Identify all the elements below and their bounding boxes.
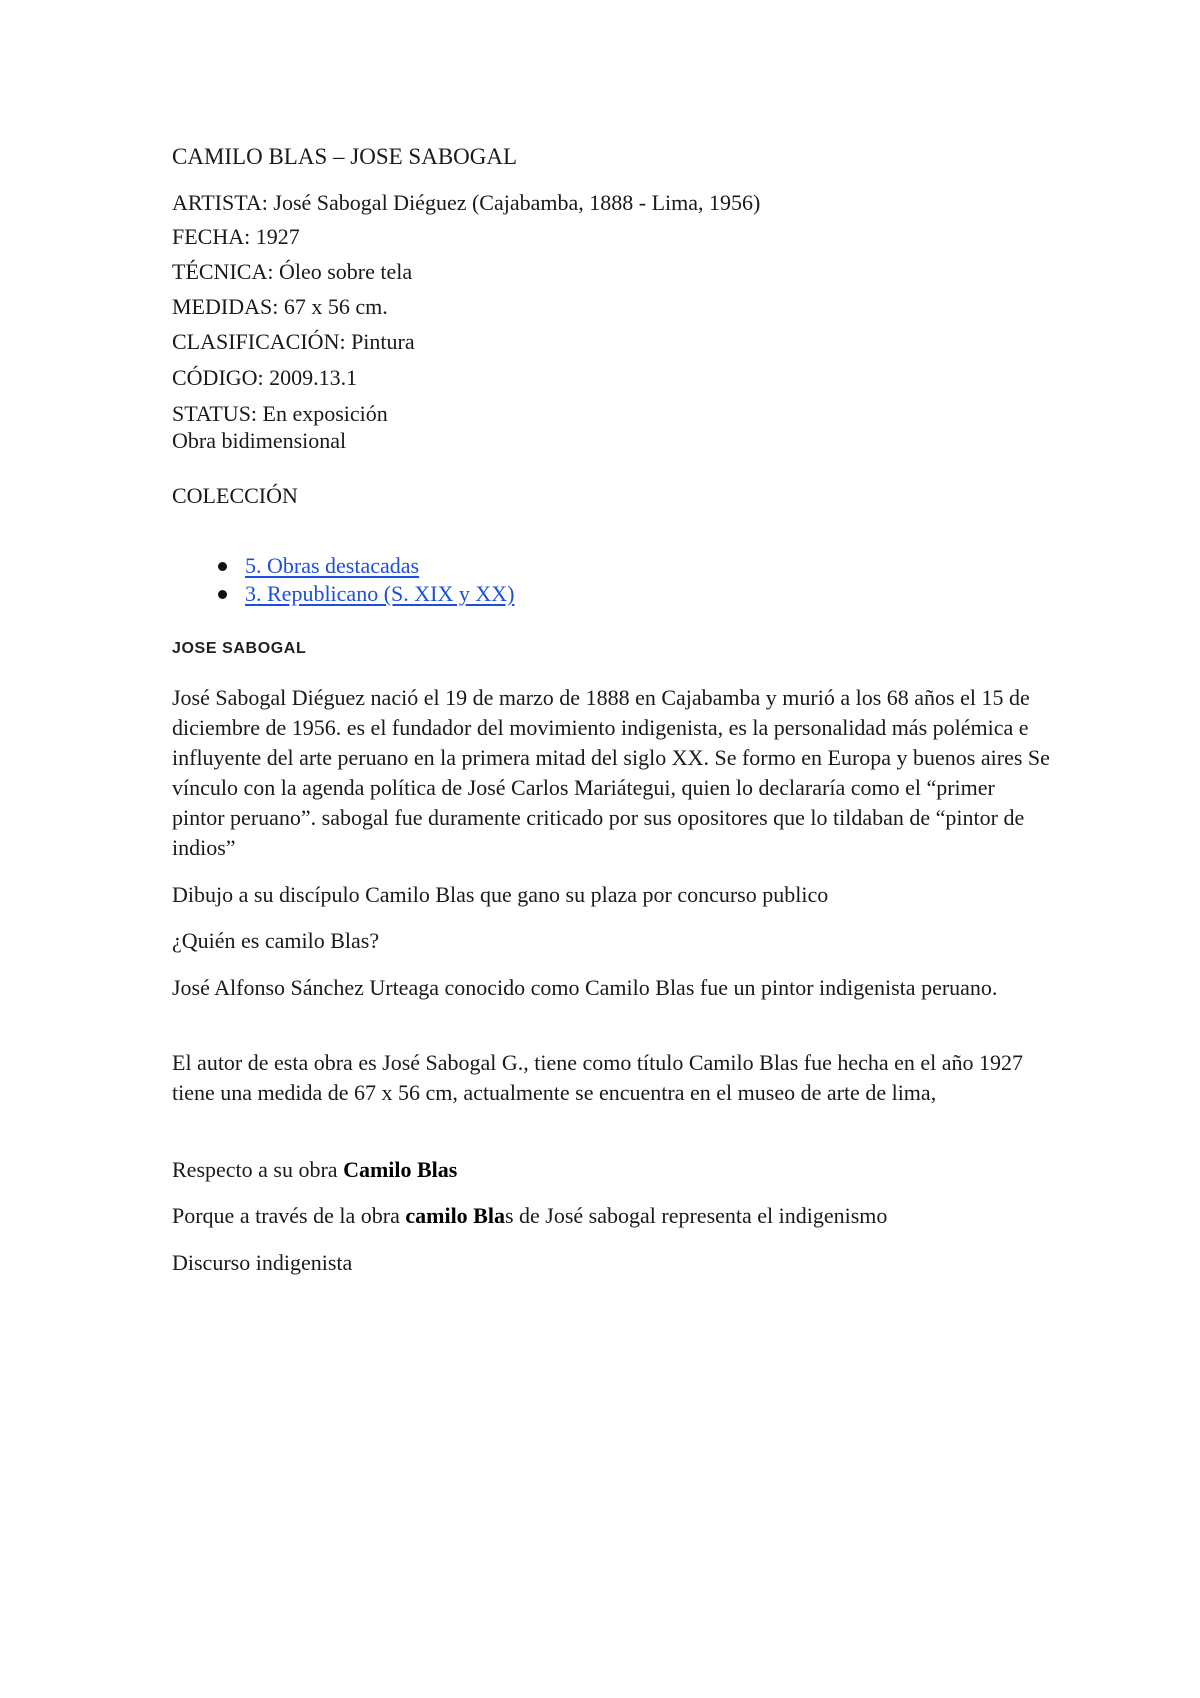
meta-fecha: FECHA: 1927 xyxy=(172,224,300,249)
bullet-icon xyxy=(218,562,227,571)
meta-tecnica: TÉCNICA: Óleo sobre tela xyxy=(172,259,413,284)
porque-suffix: s de José sabogal representa el indigenismo xyxy=(504,1203,888,1228)
paragraph-autor: El autor de esta obra es José Sabogal G., tiene como título Camilo Blas fue hecha en el año 1927 tiene una medida de 67 x 56 cm, actualmente se encuentra en el museo de arte de lima, xyxy=(172,1050,1024,1105)
bullet-icon xyxy=(218,590,227,599)
list-item xyxy=(172,552,514,580)
paragraph-question: ¿Quién es camilo Blas? xyxy=(172,928,380,953)
meta-obra-bidimensional: Obra bidimensional xyxy=(172,428,347,453)
respecto-text: Respecto a su obra xyxy=(172,1157,344,1182)
collection-list xyxy=(172,552,514,608)
paragraph-biography: José Sabogal Diéguez nació el 19 de marzo de 1888 en Cajabamba y murió a los 68 años el 15 de diciembre de 1956. es el fundador del movimiento indigenista, es la personalidad más polémica e influyente del arte peruano en la primera mitad del siglo XX. Se formo en Europa y buenos aires Se vínculo con la agenda política de José Carlos Mariátegui, quien lo declararía como el “primer pintor peruano”. sabogal fue duramente criticado por sus opositores que lo tildaban de “pintor de indios” xyxy=(172,685,1050,860)
meta-artista: ARTISTA: José Sabogal Diéguez (Cajabamba, 1888 - Lima, 1956) xyxy=(172,190,761,215)
paragraph-camilo-blas: José Alfonso Sánchez Urteaga conocido como Camilo Blas fue un pintor indigenista peruano. xyxy=(172,975,998,1000)
paragraph-dibujo: Dibujo a su discípulo Camilo Blas que gano su plaza por concurso publico xyxy=(172,882,829,907)
section-heading: JOSE SABOGAL xyxy=(172,640,307,657)
paragraph-porque xyxy=(172,1201,1052,1231)
meta-clasificacion: CLASIFICACIÓN: Pintura xyxy=(172,329,415,354)
meta-medidas: MEDIDAS: 67 x 56 cm. xyxy=(172,294,388,319)
link-obras-destacadas[interactable]: 5. Obras destacadas xyxy=(245,553,420,578)
meta-codigo: CÓDIGO: 2009.13.1 xyxy=(172,365,358,390)
paragraph-respecto xyxy=(172,1155,1052,1185)
porque-bold: camilo Bla xyxy=(405,1203,505,1228)
list-item xyxy=(172,580,514,608)
link-republicano[interactable]: 3. Republicano (S. XIX y XX) xyxy=(245,581,515,606)
paragraph-discurso: Discurso indigenista xyxy=(172,1250,353,1275)
porque-text: Porque a través de la obra xyxy=(172,1203,406,1228)
meta-status: STATUS: En exposición xyxy=(172,401,388,426)
collection-heading: COLECCIÓN xyxy=(172,483,298,508)
respecto-bold: Camilo Blas xyxy=(343,1157,458,1182)
document-title: CAMILO BLAS – JOSE SABOGAL xyxy=(172,144,518,169)
